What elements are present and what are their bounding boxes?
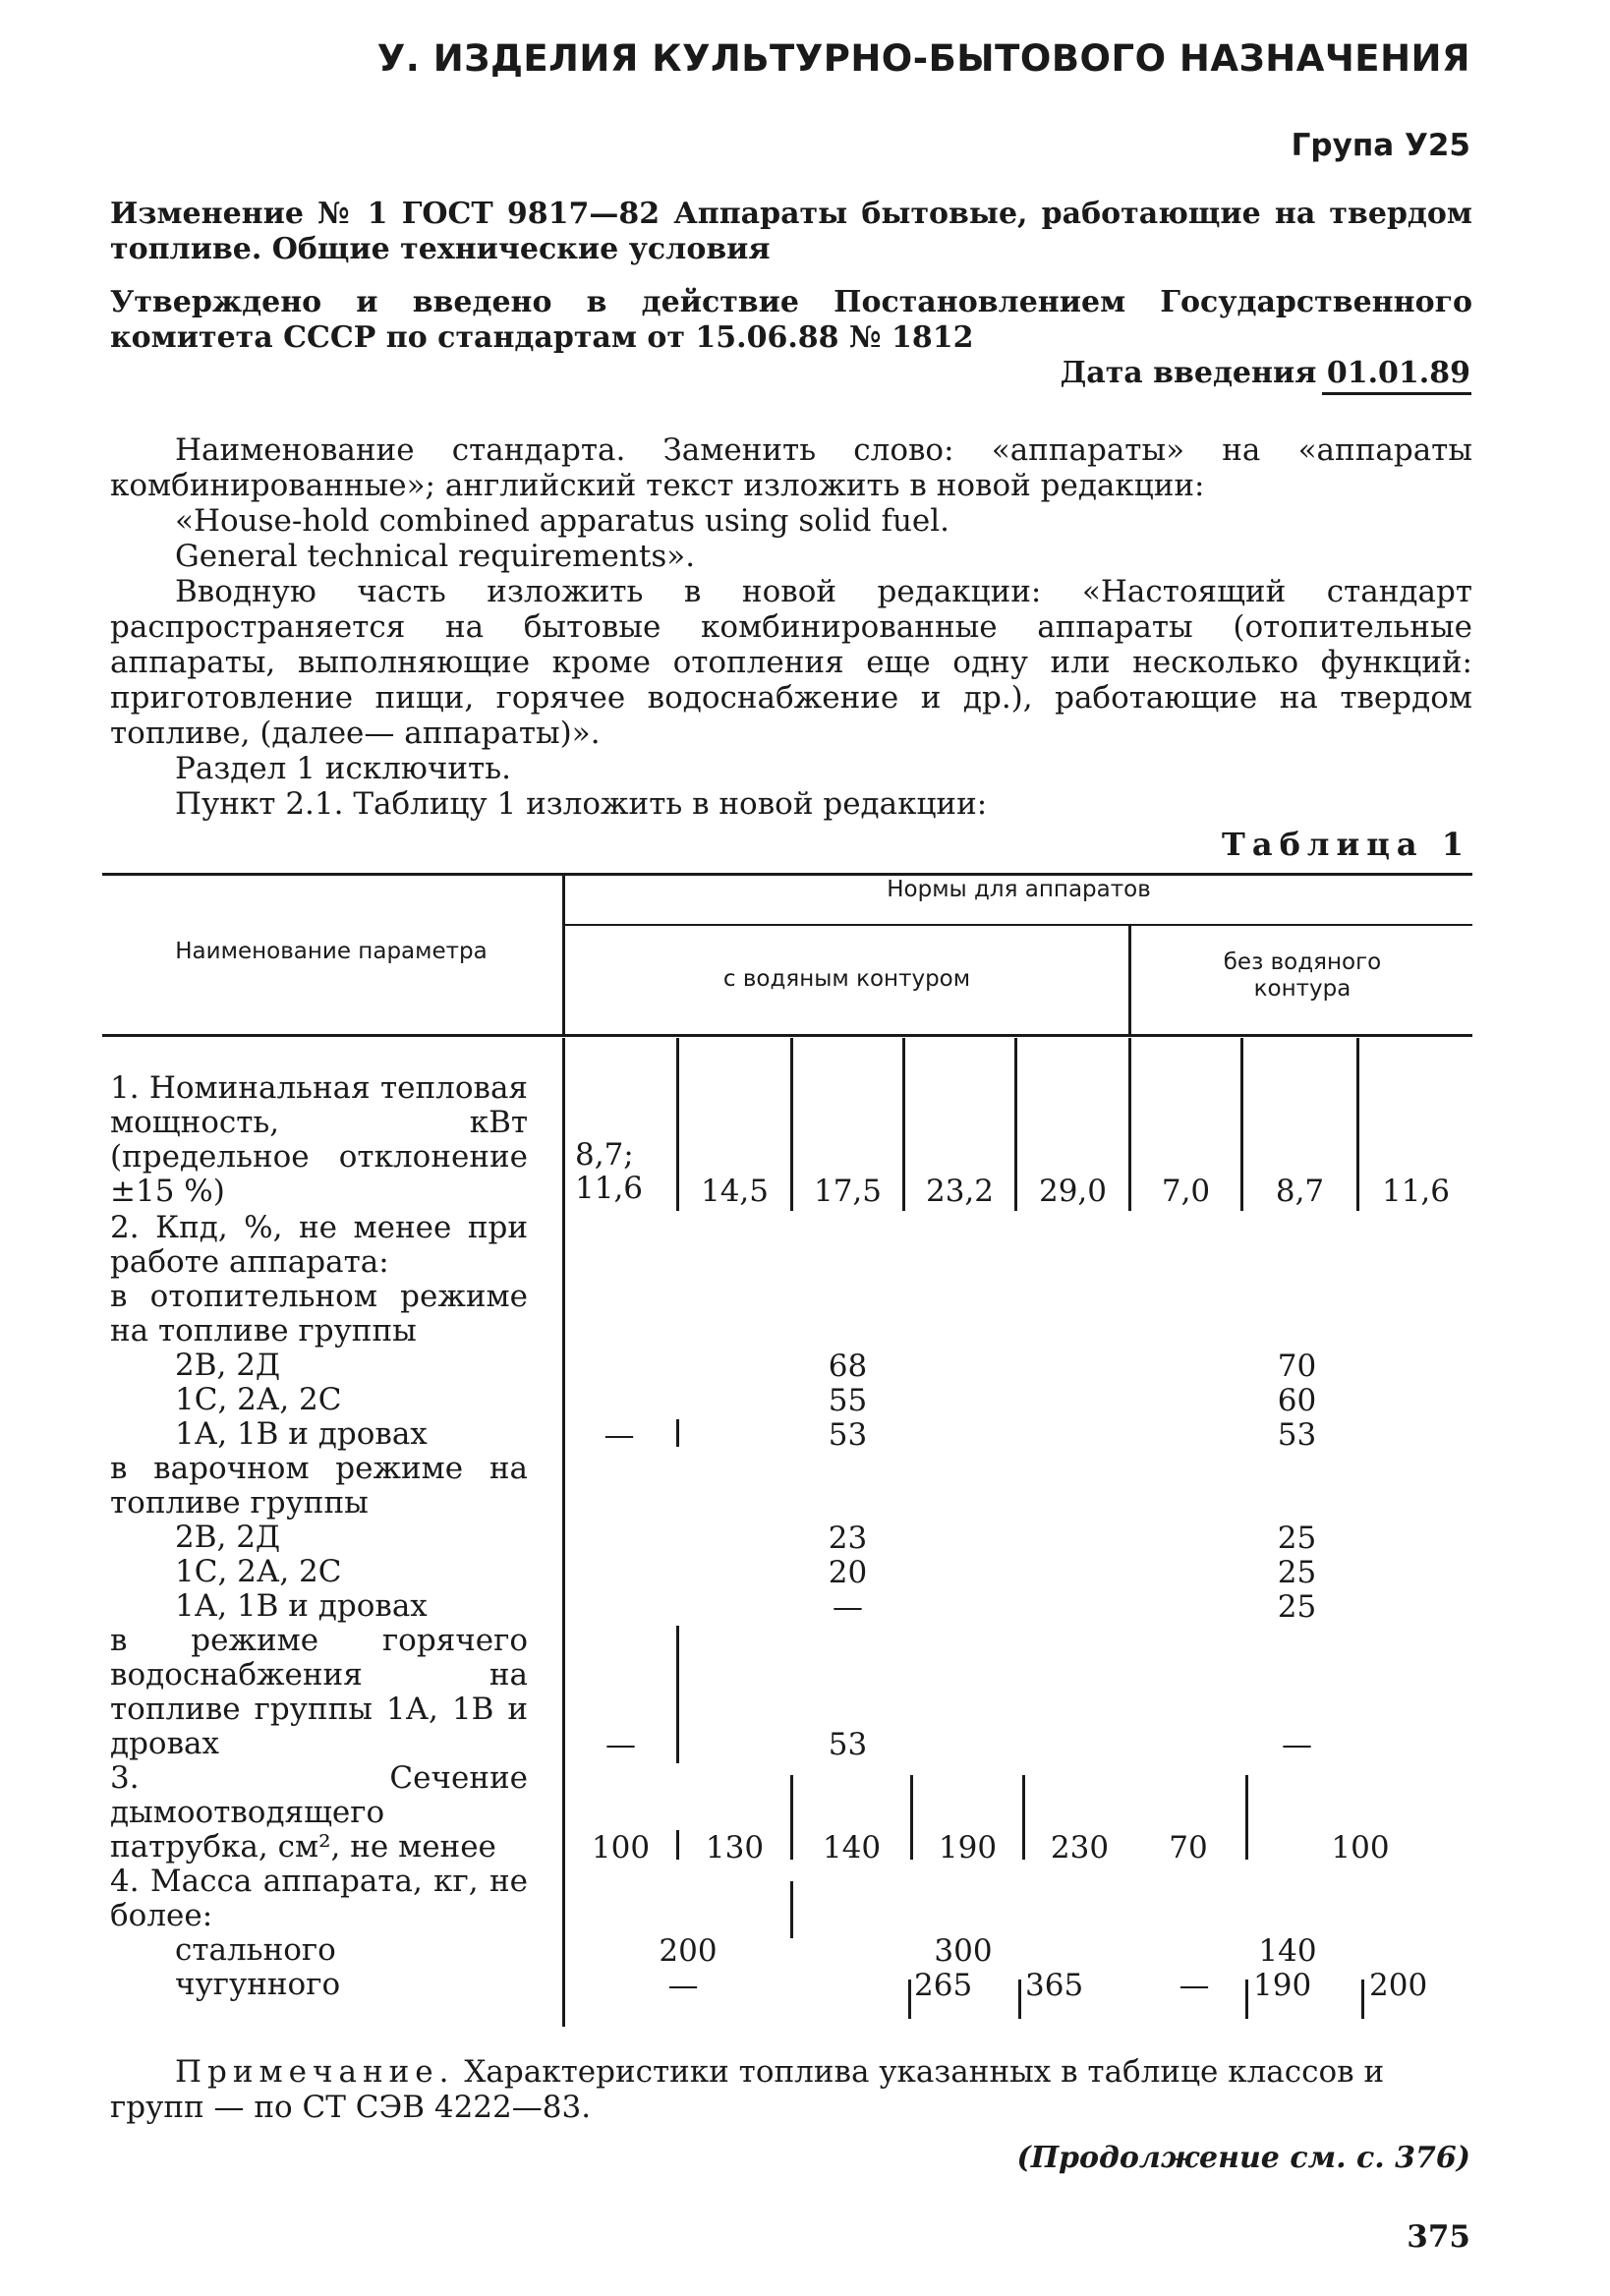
r1-value: 7,0 — [1161, 1174, 1211, 1209]
r2b-with-value: 23 — [828, 1521, 868, 1556]
r3-value: 140 — [822, 1830, 882, 1866]
paragraph-standard-name: Наименование стандарта. Заменить слово: «аппараты» на «аппараты комбинированные»; английский текст изложить в новой редакции: — [110, 432, 1472, 503]
r4-divider — [790, 1881, 793, 1938]
r1-value: 29,0 — [1038, 1174, 1108, 1209]
r2a-with-value: 68 — [828, 1349, 868, 1384]
r4-cast-value: 265 — [914, 1968, 973, 2003]
table-subheader-rule — [565, 924, 1472, 926]
r2b-without-value: 25 — [1277, 1589, 1317, 1625]
change-title: Изменение № 1 ГОСТ 9817—82 Аппараты бытовые, работающие на твердом топливе. Общие технические условия — [110, 197, 1472, 266]
row-2a-label: в отопительном режиме на топливе группы — [110, 1279, 528, 1349]
row-2a-2-label: 1С, 2А, 2С — [175, 1382, 342, 1417]
r1-value: 11,6 — [1381, 1174, 1451, 1209]
r2b-with-value: — — [833, 1589, 863, 1625]
r4-cast-value: 200 — [1369, 1968, 1428, 2003]
paragraph-section-removed: Раздел 1 исключить. — [175, 751, 511, 786]
date-label: Дата введения — [1060, 356, 1317, 390]
continued-note: (Продолжение см. с. 376) — [1016, 2141, 1470, 2175]
r2a-without-value: 53 — [1277, 1417, 1317, 1453]
r2c-value: — — [1282, 1727, 1312, 1762]
r3-value: 190 — [938, 1830, 998, 1866]
r2a-without-value: 70 — [1277, 1349, 1317, 1384]
r1-value: 23,2 — [925, 1174, 995, 1209]
r2c-divider — [676, 1626, 679, 1763]
row-2b-1-label: 2В, 2Д — [175, 1520, 281, 1555]
row-4-cast-label: чугунного — [175, 1967, 341, 2002]
introduction-date — [1061, 356, 1470, 390]
note-text: Характеристики топлива указанных в таблице классов и групп — по СТ СЭВ 4222—83. — [110, 2054, 1385, 2125]
r2a-with-value: 55 — [828, 1383, 868, 1418]
row-2a-3-label: 1А, 1В и дровах — [175, 1416, 428, 1452]
r4-steel-value: 140 — [1258, 1933, 1317, 1969]
head-norms: Нормы для аппаратов — [887, 877, 1151, 902]
r3-value: 230 — [1050, 1830, 1110, 1866]
r4-divider — [1245, 1980, 1248, 2019]
r4-divider — [1018, 1980, 1021, 2019]
r3-value: 130 — [705, 1830, 765, 1866]
date-value: 01.01.89 — [1326, 356, 1470, 390]
r4-cast-value: 190 — [1253, 1968, 1312, 2003]
r2a-first-value: — — [604, 1417, 635, 1453]
r2c-value: — — [605, 1727, 636, 1762]
r2a-without-value: 60 — [1277, 1383, 1317, 1418]
row-2-label: 2. Кпд, %, не менее при работе аппарата: — [110, 1210, 528, 1280]
row-2b-2-label: 1С, 2А, 2С — [175, 1554, 342, 1589]
paragraph-table-replace: Пункт 2.1. Таблицу 1 изложить в новой редакции: — [175, 786, 988, 822]
date-underline — [1322, 392, 1471, 395]
r3-value: 100 — [591, 1830, 651, 1866]
r1-value: 8,7; 11,6 — [575, 1137, 644, 1206]
row-2c-label: в режиме горячего водоснабжения на топливе группы 1А, 1В и дровах — [110, 1623, 528, 1761]
r4-divider — [1361, 1980, 1364, 2019]
r1-value: 17,5 — [813, 1174, 883, 1209]
row-4-label: 4. Масса аппарата, кг, не более: — [110, 1864, 528, 1933]
row-1-label: 1. Номинальная тепловая мощность, кВт (предельное отклонение ±15 %) — [110, 1070, 528, 1209]
r4-steel-value: 300 — [934, 1933, 993, 1969]
head-without-water-circuit: без водяного контура — [1223, 949, 1382, 1002]
r3-value: 100 — [1331, 1830, 1390, 1866]
table-caption: Таблица 1 — [1222, 826, 1470, 863]
row-4-steel-label: стального — [175, 1932, 336, 1968]
r4-divider — [908, 1980, 911, 2019]
r4-cast-value: — — [1179, 1968, 1210, 2003]
row-3-label: 3. Сечение дымоотводящего патрубка, см², не менее — [110, 1760, 528, 1865]
group-label: Група У25 — [1291, 128, 1470, 163]
page-number: 375 — [1407, 2219, 1470, 2255]
approval-text: Утверждено и введено в действие Постановлением Государственного комитета СССР по стандартам от 15.06.88 № 1812 — [110, 285, 1472, 355]
r4-cast-value: 365 — [1025, 1968, 1084, 2003]
r2a-divider — [676, 1419, 679, 1447]
r2b-without-value: 25 — [1277, 1521, 1317, 1556]
r2c-value: 53 — [828, 1727, 868, 1762]
table-top-rule — [102, 873, 1472, 876]
row-2b-3-label: 1А, 1В и дровах — [175, 1588, 428, 1624]
header-divider-right — [1128, 926, 1131, 1034]
table-note — [110, 2054, 1472, 2125]
paragraph-english-title-1: «House-hold combined apparatus using solid fuel. — [175, 503, 950, 539]
table-header-rule — [102, 1034, 1472, 1037]
r1-value: 14,5 — [700, 1174, 770, 1209]
r2a-with-value: 53 — [828, 1417, 868, 1453]
head-with-water-circuit: с водяным контуром — [722, 966, 971, 992]
r4-cast-value: — — [667, 1968, 699, 2003]
section-title: У. ИЗДЕЛИЯ КУЛЬТУРНО-БЫТОВОГО НАЗНАЧЕНИЯ — [376, 37, 1470, 80]
row-2b-label: в варочном режиме на топливе группы — [110, 1451, 528, 1521]
r2b-without-value: 25 — [1277, 1555, 1317, 1590]
column-divider-main — [562, 1038, 565, 2027]
note-label: Примечание. — [175, 2054, 455, 2090]
r4-steel-value: 200 — [659, 1933, 718, 1969]
row-2a-1-label: 2В, 2Д — [175, 1348, 281, 1383]
paragraph-introduction: Вводную часть изложить в новой редакции: «Настоящий стандарт распространяется на бытовые комбинированные аппараты (отопительные аппараты, выполняющие кроме отопления еще одну или несколько функций: приготовление пищи, горячее водоснабжение и др.), работающие на твердом топливе, (далее— аппараты)». — [110, 574, 1472, 751]
r3-value: 70 — [1169, 1830, 1208, 1866]
head-param: Наименование параметра — [175, 939, 488, 964]
r2b-with-value: 20 — [828, 1555, 868, 1590]
paragraph-english-title-2: General technical requirements». — [175, 539, 696, 574]
r1-value: 8,7 — [1275, 1174, 1325, 1209]
